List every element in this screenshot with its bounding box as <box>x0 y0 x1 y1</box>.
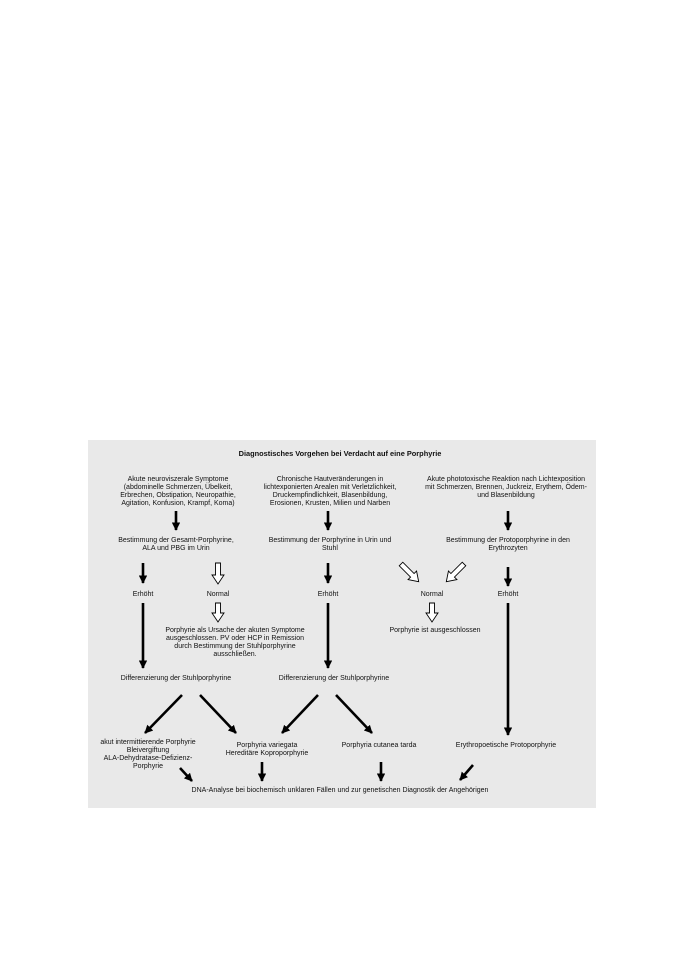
node-test-urine: Bestimmung der Gesamt-Porphyrine, ALA und PBG im Urin <box>118 537 234 552</box>
node-acute-phototoxic: Akute phototoxische Reaktion nach Lichtexposition mit Schmerzen, Brennen, Juckreiz, Erythem, Ödem- und Blasenbildung <box>425 476 587 499</box>
node-aip-group: akut intermittierende Porphyrie Bleivergiftung ALA-Dehydratase-Defizienz- Porphyrie <box>100 739 196 770</box>
node-elevated-2: Erhöht <box>317 591 339 598</box>
hollow-arrow-stool-to-normal <box>397 560 423 586</box>
hollow-arrow-urine-to-normal <box>212 563 224 584</box>
arrow-diff2-to-pct <box>336 695 372 733</box>
arrow-diff1-to-pv <box>200 695 236 733</box>
node-dna: DNA-Analyse bei biochemisch unklaren Fällen und zur genetischen Diagnostik der Angehörigen <box>191 787 489 794</box>
node-excluded-acute: Porphyrie als Ursache der akuten Symptome ausgeschlossen. PV oder HCP in Remission durch Bestimmung der Stuhlporphyrine ausschließen. <box>165 627 305 658</box>
node-epp: Erythropoetische Protoporphyrie <box>455 742 557 749</box>
diagram-title: Diagnostisches Vorgehen bei Verdacht auf eine Porphyrie <box>238 449 442 458</box>
arrow-diff1-to-aip <box>145 695 182 733</box>
node-pv-hcp: Porphyria variegata Hereditäre Koproporphyrie <box>225 742 309 757</box>
node-elevated-1: Erhöht <box>132 591 154 598</box>
node-test-erythrocytes: Bestimmung der Protoporphyrine in den Erythrozyten <box>446 537 570 552</box>
node-diff-stool-2: Differenzierung der Stuhlporphyrine <box>278 675 390 682</box>
hollow-arrow-erythrocytes-to-normal <box>442 560 468 586</box>
arrow-diff2-to-pv <box>282 695 318 733</box>
node-normal-1: Normal <box>206 591 230 598</box>
node-acute-symptoms: Akute neuroviszerale Symptome (abdominelle Schmerzen, Übelkeit, Erbrechen, Obstipation, Neuropathie, Agitation, Konfusion, Krampf, Koma) <box>120 476 236 507</box>
node-elevated-3: Erhöht <box>497 591 519 598</box>
node-diff-stool-1: Differenzierung der Stuhlporphyrine <box>120 675 232 682</box>
node-excluded: Porphyrie ist ausgeschlossen <box>389 627 481 634</box>
hollow-arrow-normal-to-excluded <box>212 603 224 622</box>
hollow-arrow-normal2-to-excluded <box>426 603 438 622</box>
node-pct: Porphyria cutanea tarda <box>341 742 417 749</box>
node-normal-2: Normal <box>420 591 444 598</box>
arrow-epp-to-dna <box>460 765 473 780</box>
node-test-urine-stool: Bestimmung der Porphyrine in Urin und Stuhl <box>268 537 392 552</box>
node-chronic-skin: Chronische Hautveränderungen in lichtexponierten Arealen mit Verletzlichkeit, Druckempfindlichkeit, Blasenbildung, Erosionen, Krusten, Milien und Narben <box>263 476 397 507</box>
